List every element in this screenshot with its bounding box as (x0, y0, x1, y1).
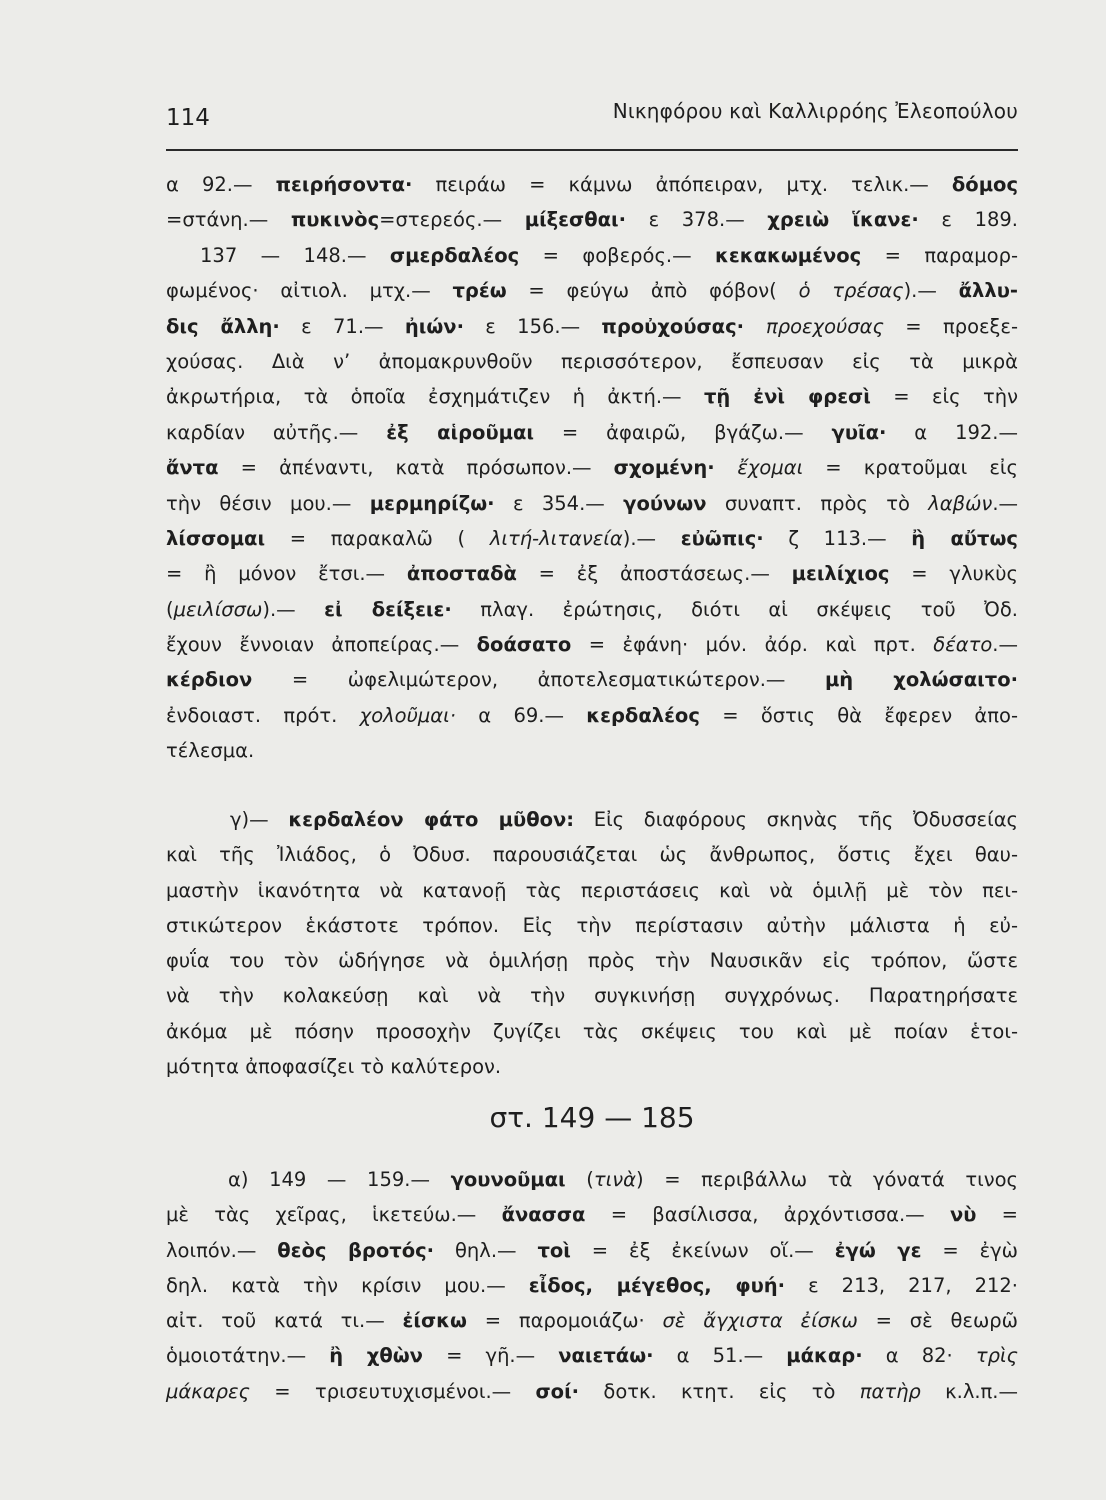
commentary-paragraph (166, 802, 1018, 1084)
text-run: = ἐφάνη· μόν. ἀόρ. καὶ πρτ. (571, 633, 934, 657)
text-run: συναπτ. πρὸς τὸ (706, 491, 929, 515)
headword: δις ἄλλη· (166, 314, 280, 338)
text-line (166, 1338, 1018, 1373)
text-run: ε 71.— (279, 314, 405, 338)
text-run: = ἢ μόνον ἔτσι.— (166, 562, 407, 586)
italic-term: τρὶς (975, 1344, 1018, 1368)
text-run: πλαγ. ἐρώτησις, διότι αἱ σκέψεις τοῦ Ὀδ. (451, 597, 1018, 621)
text-run: ).— (903, 279, 959, 303)
headword: ἐγώ γε (834, 1238, 922, 1262)
headword: μίξεσθαι· (524, 208, 627, 232)
italic-term: ἔχομαι (737, 456, 804, 480)
headword: κέρδιον (166, 668, 253, 692)
italic-term: σὲ ἄγχιστα ἐίσκω (662, 1309, 858, 1333)
header-rule (166, 149, 1018, 151)
headword: ἐίσκω (402, 1309, 467, 1333)
running-header (166, 98, 1018, 132)
text-run: φυΐα του τὸν ὡδήγησε νὰ ὁμιλήσῃ πρὸς τὴν Ναυσικᾶν εἰς τρόπον, ὥστε (166, 949, 1018, 973)
text-line (166, 978, 1018, 1013)
headword: σμερδαλέος (389, 243, 520, 267)
text-line (166, 309, 1018, 344)
text-run: .— (992, 633, 1018, 657)
text-line (166, 802, 1018, 837)
text-run: ε 378.— (626, 208, 768, 232)
headword: γούνων (623, 491, 707, 515)
text-line (166, 943, 1018, 978)
gloss-paragraph-verses-149-159 (166, 1162, 1018, 1409)
headword: ἐξ αἱροῦμαι (386, 420, 534, 444)
text-line (166, 698, 1018, 733)
gloss-paragraph-verses-92-148 (166, 167, 1018, 769)
text-run: ) = περιβάλλω τὰ γόνατά τινος (635, 1168, 1018, 1191)
text-run: στικώτερον ἑκάστοτε τρόπον. Εἰς τὴν περίστασιν αὐτὴν μάλιστα ἡ εὐ- (166, 913, 1018, 937)
text-run: = βασίλισσα, ἀρχόντισσα.— (585, 1203, 950, 1227)
text-run: ε 189. (918, 208, 1018, 232)
section-heading: στ. 149 — 185 (489, 1101, 695, 1134)
text-line (166, 837, 1018, 872)
italic-term: λαβών (928, 491, 993, 515)
text-run: = ὅστις θὰ ἔφερεν ἀπο- (699, 703, 1018, 727)
text-line (166, 873, 1018, 908)
running-title: Νικηφόρου καὶ Καλλιρρόης Ἐλεοπούλου (612, 99, 1018, 123)
italic-term: μειλίσσω (173, 597, 263, 621)
headword: λίσσομαι (166, 526, 266, 550)
text-run: ε 213, 217, 212· (785, 1273, 1018, 1297)
text-line (166, 273, 1018, 308)
headword: σχομένη· (613, 456, 738, 480)
text-run: δηλ. κατὰ τὴν κρίσιν μου.— (166, 1273, 529, 1297)
headword: τοὶ (537, 1238, 571, 1262)
text-run: ἀκρωτήρια, τὰ ὁποῖα ἐσχημάτιζεν ἡ ἀκτή.— (166, 385, 704, 409)
text-run: α 192.— (886, 420, 1018, 444)
headword: μερμηρίζω· (369, 491, 495, 515)
text-run: μὲ τὰς χεῖρας, ἱκετεύω.— (166, 1203, 502, 1227)
headword: ἄντα (166, 456, 219, 480)
italic-term: ὁ τρέσας (798, 279, 904, 303)
text-run: θηλ.— (434, 1238, 538, 1262)
text-run: α 92.— (166, 173, 276, 196)
text-run: = παρακαλῶ ( (265, 526, 490, 550)
text-run: ὁμοιοτάτην.— (166, 1344, 330, 1368)
text-run: = ἐξ ἐκείνων οἵ.— (570, 1238, 835, 1262)
text-run: =στερεός.— (379, 208, 525, 232)
headword: τῇ ἐνὶ φρεσὶ (703, 385, 871, 409)
text-line (166, 202, 1018, 237)
headword: πυκινὸς (290, 208, 380, 232)
text-run: = γλυκὺς (889, 562, 1018, 586)
text-run: χούσας. Διὰ ν’ ἀπομακρυνθοῦν περισσότερον, ἔσπευσαν εἰς τὰ μικρὰ (166, 349, 1018, 373)
headword: εἶδος, μέγεθος, φυή· (528, 1273, 786, 1297)
headword: χρειὼ ἵκανε· (767, 208, 919, 232)
text-line (166, 908, 1018, 943)
text-run: αἰτ. τοῦ κατά τι.— (166, 1309, 403, 1333)
text-run: .— (992, 491, 1019, 515)
text-run: = ἐξ ἀποστάσεως.— (516, 562, 792, 586)
text-run: δοτκ. κτητ. εἰς τὸ (579, 1379, 860, 1403)
headword: θεὸς βροτός· (277, 1238, 435, 1262)
italic-term: λιτή-λιτανεία (489, 526, 623, 550)
text-run: ( (565, 1168, 594, 1191)
text-run: =στάνη.— (166, 208, 291, 232)
headword: προὐχούσας· (601, 314, 766, 338)
text-run: = γῆ.— (422, 1344, 559, 1368)
text-line (166, 344, 1018, 379)
text-run: = προεξε- (883, 314, 1018, 338)
text-line (166, 1233, 1018, 1268)
headword: μὴ χολώσαιτο· (824, 668, 1019, 692)
text-run: ἐνδοιαστ. πρότ. (166, 703, 360, 727)
text-line (166, 1049, 1018, 1084)
text-line (166, 627, 1018, 662)
text-line (166, 1162, 1018, 1197)
text-run: α) 149 — 159.— (228, 1168, 451, 1191)
text-run: ἔχουν ἔννοιαν ἀποπείρας.— (166, 633, 477, 657)
text-run: = ἀφαιρῶ, βγάζω.— (533, 420, 832, 444)
headword: ἢ αὔτως (911, 526, 1018, 550)
text-run: φωμένος· αἰτιολ. μτχ.— (166, 279, 453, 303)
headword: κερδαλέος (586, 703, 700, 727)
text-run: = φεύγω ἀπὸ φόβον( (506, 279, 799, 303)
headword: σοί· (535, 1379, 580, 1403)
italic-term: τινὰ (593, 1168, 636, 1191)
text-line (166, 521, 1018, 556)
text-line (166, 1374, 1018, 1409)
text-line (166, 592, 1018, 627)
text-run: = παραμορ- (861, 243, 1018, 267)
text-run: α 51.— (653, 1344, 787, 1368)
text-run: ).— (622, 526, 681, 550)
text-run: καρδίαν αὐτῆς.— (166, 420, 387, 444)
text-run: α 82· (862, 1344, 976, 1368)
text-run: 137 — 148.— (200, 243, 390, 267)
text-run: ( (166, 597, 174, 621)
headword: κερδαλέον φάτο μῦθον: (288, 808, 575, 831)
headword: δόμος (951, 173, 1019, 196)
text-run: ε 156.— (463, 314, 602, 338)
text-line (166, 486, 1018, 521)
text-run: νὰ τὴν κολακεύσῃ καὶ νὰ τὴν συγκινήσῃ συγχρόνως. Παρατηρήσατε (166, 984, 1018, 1008)
headword: ἠιών· (404, 314, 464, 338)
headword: μάκαρ· (786, 1344, 863, 1368)
text-run: μότητα ἀποφασίζει τὸ καλύτερον. (166, 1055, 502, 1079)
italic-term: μάκαρες (166, 1379, 250, 1403)
text-line (166, 662, 1018, 697)
text-run: γ)— (230, 808, 289, 831)
text-run: = εἰς τὴν (870, 385, 1018, 409)
text-run: = (976, 1203, 1018, 1227)
text-line (166, 379, 1018, 414)
text-line (166, 1303, 1018, 1338)
text-run: = παρομοιάζω· (466, 1309, 663, 1333)
text-line (166, 415, 1018, 450)
text-run: λοιπόν.— (166, 1238, 278, 1262)
text-run: κ.λ.π.— (920, 1379, 1018, 1403)
text-run: ἀκόμα μὲ πόσην προσοχὴν ζυγίζει τὰς σκέψεις του καὶ μὲ ποίαν ἑτοι- (166, 1019, 1018, 1043)
text-run: τὴν θέσιν μου.— (166, 491, 370, 515)
headword: εἰ δείξειε· (324, 597, 452, 621)
text-run: = ὠφελιμώτερον, ἀποτελεσματικώτερον.— (252, 668, 825, 692)
text-run: = σὲ θεωρῶ (857, 1309, 1019, 1333)
headword: εὐῶπις· (680, 526, 764, 550)
headword: κεκακωμένος (715, 243, 862, 267)
text-run: ).— (262, 597, 325, 621)
headword: ἄνασσα (501, 1203, 586, 1227)
italic-term: χολοῦμαι· (359, 703, 456, 727)
text-run: α 69.— (455, 703, 587, 727)
text-line (166, 556, 1018, 591)
headword: ἢ χθὼν (329, 1344, 423, 1368)
text-run: = τρισευτυχισμένοι.— (249, 1379, 536, 1403)
text-line (166, 733, 1018, 768)
headword: δοάσατο (476, 633, 572, 657)
text-run: = ἀπέναντι, κατὰ πρόσωπον.— (218, 456, 614, 480)
text-line (166, 450, 1018, 485)
headword: γυῖα· (831, 420, 887, 444)
text-line (166, 167, 1018, 202)
text-run: Εἰς διαφόρους σκηνὰς τῆς Ὀδυσσείας (574, 808, 1018, 831)
text-run: ε 354.— (494, 491, 624, 515)
headword: νὺ (949, 1203, 977, 1227)
italic-term: προεχούσας (765, 314, 884, 338)
text-run: πειράω = κάμνω ἀπόπειραν, μτχ. τελικ.— (412, 173, 952, 196)
headword: τρέω (452, 279, 507, 303)
text-run: τέλεσμα. (166, 739, 255, 763)
headword: μειλίχιος (791, 562, 890, 586)
text-run: = κρατοῦμαι εἰς (803, 456, 1018, 480)
headword: ἄλλυ- (958, 279, 1018, 303)
headword: ἀποσταδὰ (406, 562, 517, 586)
headword: ναιετάω· (558, 1344, 654, 1368)
text-run: = ἐγὼ (921, 1238, 1019, 1262)
text-line (166, 1197, 1018, 1232)
text-run: ζ 113.— (763, 526, 912, 550)
italic-term: πατὴρ (859, 1379, 921, 1403)
page-number: 114 (166, 105, 210, 131)
headword: πειρήσοντα· (275, 173, 413, 196)
italic-term: δέατο (933, 633, 993, 657)
text-line (166, 1014, 1018, 1049)
text-run: καὶ τῆς Ἰλιάδος, ὁ Ὀδυσ. παρουσιάζεται ὡς ἄνθρωπος, ὅστις ἔχει θαυ- (166, 843, 1018, 867)
text-run: = φοβερός.— (519, 243, 716, 267)
headword: γουνοῦμαι (450, 1168, 566, 1191)
text-line (166, 1268, 1018, 1303)
text-line (166, 238, 1018, 273)
text-run: μαστὴν ἱκανότητα νὰ κατανοῇ τὰς περιστάσεις καὶ νὰ ὁμιλῇ μὲ τὸν πει- (166, 878, 1018, 902)
